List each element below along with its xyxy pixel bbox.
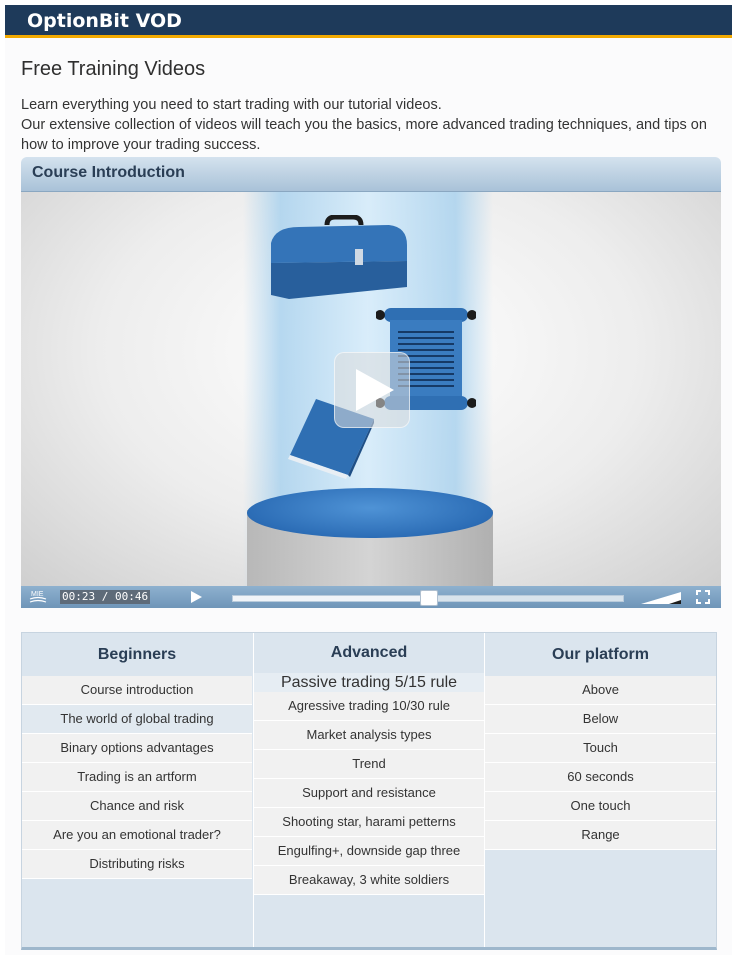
player-controls [21, 586, 721, 608]
video-player[interactable] [21, 192, 721, 586]
brand-title[interactable]: OptionBit VOD [27, 10, 182, 32]
course-link[interactable]: Are you an emotional trader? [22, 821, 252, 850]
page-title: Free Training Videos [21, 58, 206, 80]
intro-line-2: Our extensive collection of videos will teach you the basics, more advanced trading techniques, and tips on how to improve your trading success. [21, 117, 707, 153]
pillar-top [247, 488, 493, 538]
course-link[interactable]: Touch [485, 734, 716, 763]
seek-bar[interactable] [232, 595, 624, 602]
column-advanced [253, 633, 485, 947]
course-link[interactable]: Trend [254, 750, 484, 779]
player-logo-icon [28, 588, 48, 606]
play-icon[interactable] [190, 591, 202, 603]
intro-text [21, 95, 721, 155]
big-play-button[interactable] [334, 352, 410, 428]
course-link-featured[interactable]: Passive trading 5/15 rule [254, 673, 484, 692]
toolbox-icon [269, 215, 411, 303]
course-link[interactable]: Market analysis types [254, 721, 484, 750]
big-play-icon [352, 367, 396, 413]
course-link[interactable]: Chance and risk [22, 792, 252, 821]
seek-progress [233, 596, 428, 601]
course-link[interactable]: Range [485, 821, 716, 850]
course-link[interactable]: Above [485, 676, 716, 705]
column-platform [485, 633, 716, 947]
seek-handle[interactable] [420, 590, 438, 606]
svg-text:MIE: MIE [31, 591, 44, 598]
column-title-beginners: Beginners [97, 646, 177, 663]
course-link[interactable]: 60 seconds [485, 763, 716, 792]
course-link[interactable]: Distributing risks [22, 850, 252, 879]
course-link[interactable]: Shooting star, harami petterns [254, 808, 484, 837]
volume-icon[interactable] [639, 590, 683, 606]
column-beginners [22, 633, 252, 947]
course-link[interactable]: One touch [485, 792, 716, 821]
video-section-title: Course Introduction [32, 164, 185, 181]
course-link[interactable]: Trading is an artform [22, 763, 252, 792]
course-link[interactable]: Below [485, 705, 716, 734]
course-link[interactable]: Binary options advantages [22, 734, 252, 763]
course-link[interactable]: Course introduction [22, 676, 252, 705]
intro-line-1: Learn everything you need to start trading with our tutorial videos. [21, 97, 442, 113]
course-link[interactable]: Agressive trading 10/30 rule [254, 692, 484, 721]
course-link[interactable]: Support and resistance [254, 779, 484, 808]
course-link[interactable]: Engulfing+, downside gap three [254, 837, 484, 866]
fullscreen-icon[interactable] [696, 590, 710, 604]
column-title-platform: Our platform [552, 646, 649, 663]
course-link[interactable]: The world of global trading [22, 705, 252, 734]
column-title-advanced: Advanced [330, 644, 408, 661]
course-link[interactable]: Breakaway, 3 white soldiers [254, 866, 484, 895]
top-header [5, 5, 732, 38]
video-section-bar [21, 157, 721, 192]
time-display: 00:23 / 00:46 [62, 590, 149, 603]
course-grid [21, 632, 717, 950]
